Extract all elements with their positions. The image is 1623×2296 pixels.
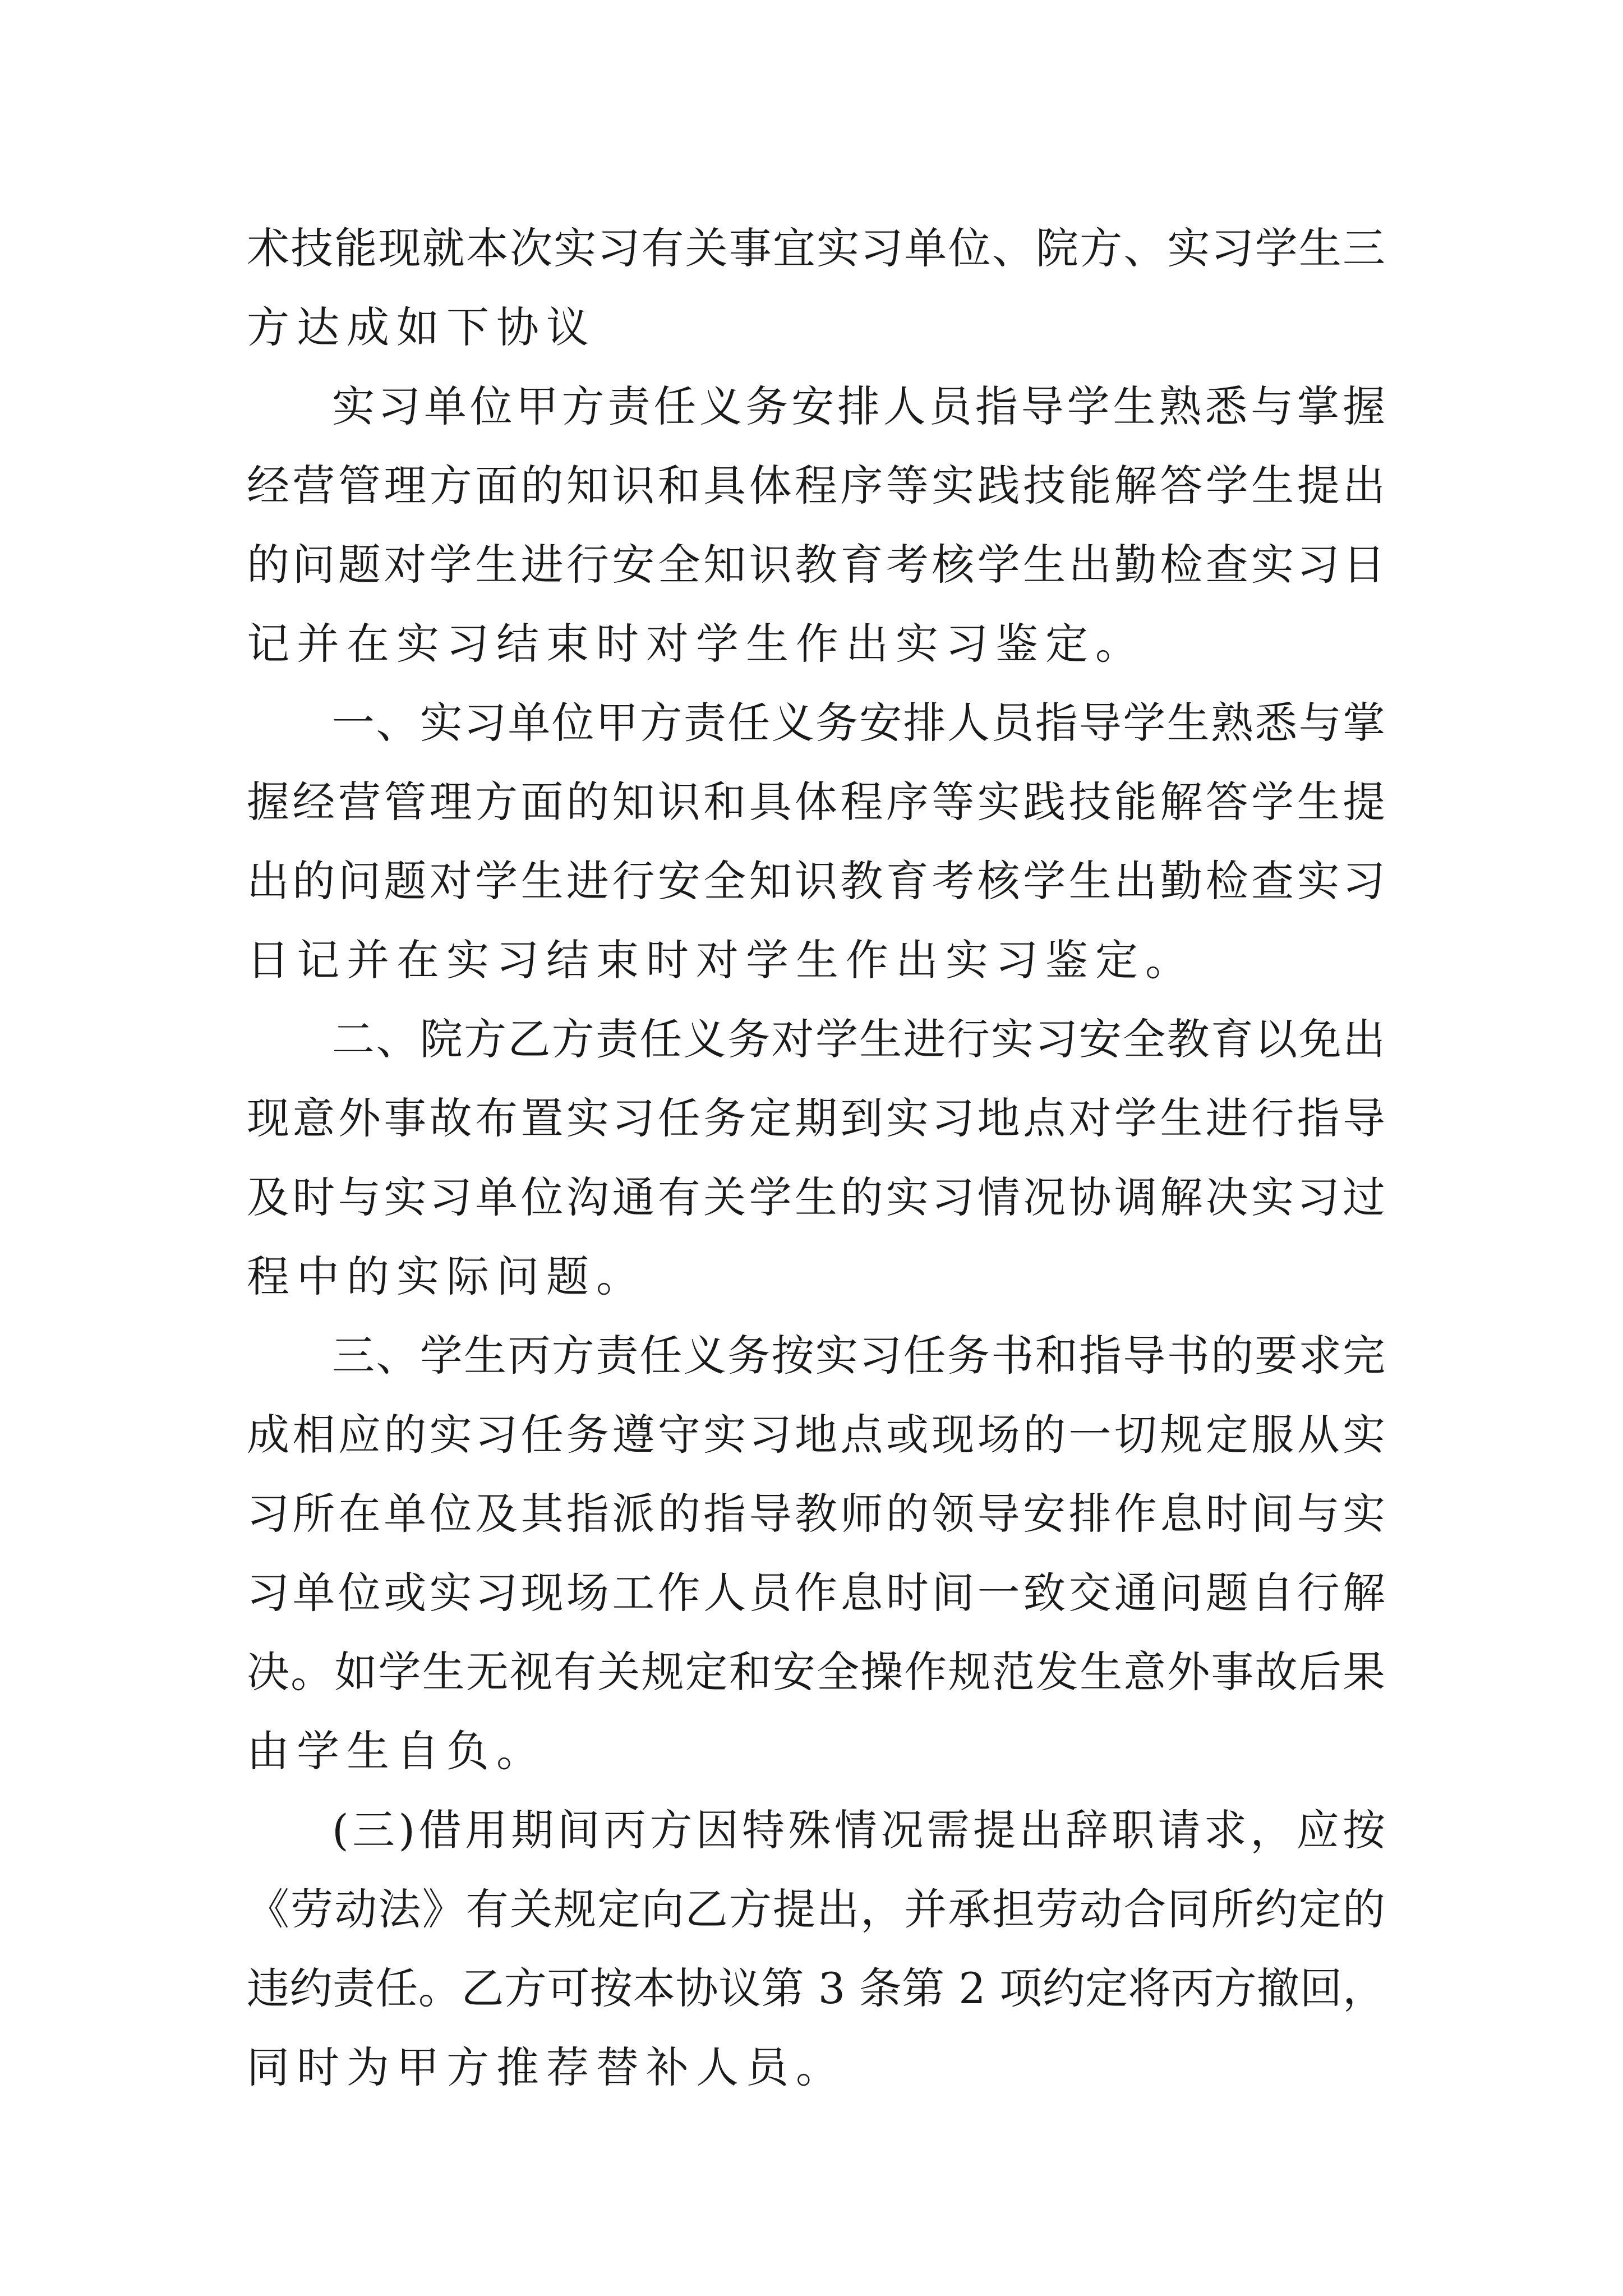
text-line: 《劳动法》有关规定向乙方提出，并承担劳动合同所约定的: [247, 1884, 1385, 1934]
text-line: 经营管理方面的知识和具体程序等实践技能解答学生提出: [247, 461, 1385, 510]
text-line: 由学生自负。: [247, 1726, 546, 1776]
paragraph: [247, 683, 1385, 1000]
paragraph: [247, 1000, 1385, 1316]
text-line: 习单位或实习现场工作人员作息时间一致交通问题自行解: [247, 1568, 1385, 1618]
text-line: 违约责任。乙方可按本协议第 3 条第 2 项约定将丙方撤回，: [247, 1963, 1385, 2013]
paragraph: [247, 1791, 1385, 2107]
text-line: 习所在单位及其指派的指导教师的领导安排作息时间与实: [247, 1489, 1385, 1539]
text-line: 成相应的实习任务遵守实习地点或现场的一切规定服从实: [247, 1410, 1385, 1460]
text-line: 出的问题对学生进行安全知识教育考核学生出勤检查实习: [247, 856, 1385, 906]
text-line: 决。如学生无视有关规定和安全操作规范发生意外事故后果: [247, 1647, 1385, 1697]
text-line: 术技能现就本次实习有关事宜实习单位、院方、实习学生三: [247, 223, 1385, 273]
paragraph: [247, 209, 1385, 367]
document-body: [247, 209, 1385, 2107]
text-line: 程中的实际问题。: [247, 1251, 646, 1301]
text-line: (三)借用期间丙方因特殊情况需提出辞职请求，应按: [332, 1805, 1385, 1855]
text-line: 记并在实习结束时对学生作出实习鉴定。: [247, 619, 1145, 669]
text-line: 的问题对学生进行安全知识教育考核学生出勤检查实习日: [247, 540, 1385, 590]
paragraph: [247, 367, 1385, 683]
text-line: 二、院方乙方责任义务对学生进行实习安全教育以免出: [332, 1014, 1385, 1064]
text-line: 实习单位甲方责任义务安排人员指导学生熟悉与掌握: [332, 381, 1385, 431]
text-line: 现意外事故布置实习任务定期到实习地点对学生进行指导: [247, 1093, 1385, 1143]
text-line: 一、实习单位甲方责任义务安排人员指导学生熟悉与掌: [332, 698, 1385, 748]
text-line: 方达成如下协议: [247, 302, 596, 352]
text-line: 同时为甲方推荐替补人员。: [247, 2042, 846, 2092]
paragraph: [247, 1316, 1385, 1791]
text-line: 及时与实习单位沟通有关学生的实习情况协调解决实习过: [247, 1172, 1385, 1222]
text-line: 三、学生丙方责任义务按实习任务书和指导书的要求完: [332, 1331, 1385, 1381]
text-line: 日记并在实习结束时对学生作出实习鉴定。: [247, 935, 1195, 985]
text-line: 握经营管理方面的知识和具体程序等实践技能解答学生提: [247, 777, 1385, 827]
